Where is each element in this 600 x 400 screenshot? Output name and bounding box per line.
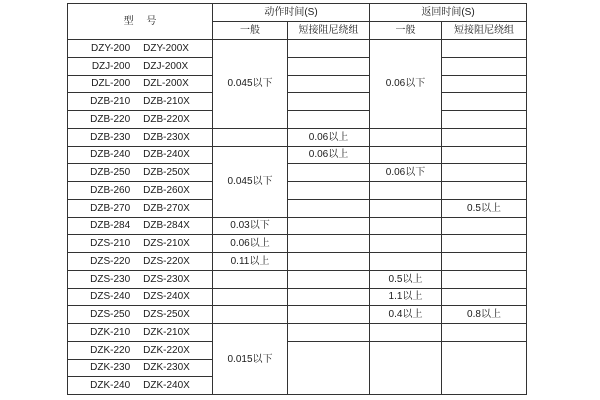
empty-cell [288,182,370,200]
model-name: DZS-220 [90,255,131,267]
model-cell [68,57,213,75]
model-name: DZB-240 [90,149,131,161]
empty-cell [442,40,527,58]
ret-general-cell: 0.5以上 [370,270,442,288]
ret-general-cell: 1.1以上 [370,288,442,306]
model-name-x: DZK-220X [143,344,190,356]
model-name: DZS-230 [90,273,131,285]
model-name-x: DZB-270X [143,202,190,214]
empty-cell [288,199,370,217]
empty-cell [288,57,370,75]
model-cell [68,75,213,93]
act-damped-cell: 0.06以上 [288,146,370,164]
header-action-time: 动作时间(S) [213,4,370,22]
table-row [68,324,527,342]
model-cell [68,306,213,324]
model-name: DZK-230 [90,362,131,374]
empty-cell [442,270,527,288]
model-name-x: DZK-210X [143,326,190,338]
model-name-x: DZB-210X [143,96,190,108]
model-name-x: DZB-230X [143,131,190,143]
model-name-x: DZB-260X [143,184,190,196]
empty-cell [213,288,288,306]
model-name: DZK-210 [90,326,131,338]
model-name-x: DZS-220X [143,255,190,267]
model-name: DZS-210 [90,238,131,250]
model-cell [68,341,213,359]
empty-cell [288,253,370,271]
empty-cell [213,306,288,324]
empty-cell [370,235,442,253]
model-name-x: DZB-284X [143,220,190,232]
empty-cell [442,324,527,342]
table-row [68,57,527,75]
ret-general-cell: 0.4以上 [370,306,442,324]
model-cell [68,182,213,200]
model-cell [68,270,213,288]
table-row [68,75,527,93]
model-cell [68,128,213,146]
empty-cell [442,217,527,235]
model-cell [68,235,213,253]
act-general-cell: 0.015以下 [213,324,288,395]
model-name-x: DZJ-200X [143,60,189,72]
model-name: DZB-260 [90,184,131,196]
model-name: DZB-250 [90,167,131,179]
model-name-x: DZS-250X [143,309,190,321]
empty-cell [288,164,370,182]
model-name-x: DZB-240X [143,149,190,161]
header-action-general: 一般 [213,22,288,40]
model-name: DZY-200 [91,42,131,54]
empty-cell [442,128,527,146]
ret-general-cell: 0.06以下 [370,40,442,129]
model-name: DZB-230 [90,131,131,143]
model-name: DZB-210 [90,96,131,108]
empty-cell [288,40,370,58]
model-name: DZJ-200 [91,60,131,72]
model-name: DZS-240 [90,291,131,303]
table-row [68,199,527,217]
table-row [68,164,527,182]
model-cell [68,40,213,58]
act-general-cell: 0.045以下 [213,40,288,129]
model-name: DZB-270 [90,202,131,214]
act-general-cell: 0.06以上 [213,235,288,253]
empty-cell [288,341,370,394]
model-name: DZB-220 [90,113,131,125]
header-model: 型 号 [68,4,213,40]
model-cell [68,253,213,271]
empty-cell [213,128,288,146]
act-general-cell: 0.03以下 [213,217,288,235]
empty-cell [288,217,370,235]
ret-damped-cell: 0.5以上 [442,199,527,217]
empty-cell [442,341,527,394]
empty-cell [370,146,442,164]
header-return-general: 一般 [370,22,442,40]
table-row [68,288,527,306]
model-cell [68,359,213,377]
empty-cell [370,217,442,235]
model-name-x: DZB-250X [143,167,190,179]
act-general-cell: 0.11以上 [213,253,288,271]
relay-spec-table [67,3,527,395]
empty-cell [288,270,370,288]
model-name-x: DZL-200X [143,78,189,90]
ret-damped-cell: 0.8以上 [442,306,527,324]
act-damped-cell: 0.06以上 [288,128,370,146]
table-row [68,253,527,271]
ret-general-cell: 0.06以下 [370,164,442,182]
table-row [68,93,527,111]
model-cell [68,288,213,306]
empty-cell [442,75,527,93]
model-name-x: DZS-230X [143,273,190,285]
empty-cell [442,57,527,75]
empty-cell [370,199,442,217]
model-cell [68,217,213,235]
empty-cell [288,235,370,253]
empty-cell [370,128,442,146]
table-row [68,40,527,58]
empty-cell [288,324,370,342]
model-name-x: DZS-240X [143,291,190,303]
model-cell [68,146,213,164]
empty-cell [442,253,527,271]
model-name-x: DZY-200X [143,42,189,54]
model-cell [68,111,213,129]
table-row [68,217,527,235]
model-name: DZL-200 [91,78,131,90]
model-name: DZB-284 [90,220,131,232]
table-row [68,128,527,146]
table-row [68,182,527,200]
empty-cell [442,164,527,182]
empty-cell [442,93,527,111]
table-row [68,306,527,324]
empty-cell [288,111,370,129]
table-row [68,146,527,164]
table-row [68,341,527,359]
table-row [68,270,527,288]
empty-cell [288,75,370,93]
empty-cell [442,146,527,164]
header-row-1 [68,4,527,22]
model-name: DZK-220 [90,344,131,356]
empty-cell [442,235,527,253]
empty-cell [213,270,288,288]
model-cell [68,377,213,395]
model-name-x: DZK-240X [143,380,190,392]
empty-cell [442,111,527,129]
table-row [68,111,527,129]
model-name-x: DZK-230X [143,362,190,374]
model-cell [68,199,213,217]
empty-cell [442,288,527,306]
model-name-x: DZS-210X [143,238,190,250]
model-name: DZK-240 [90,380,131,392]
model-name-x: DZB-220X [143,113,190,125]
model-cell [68,324,213,342]
empty-cell [442,182,527,200]
table-row [68,235,527,253]
empty-cell [370,253,442,271]
model-name: DZS-250 [90,309,131,321]
header-action-damped: 短接阻尼绕组 [288,22,370,40]
empty-cell [288,93,370,111]
empty-cell [370,324,442,342]
empty-cell [288,306,370,324]
header-return-damped: 短接阻尼绕组 [442,22,527,40]
model-cell [68,93,213,111]
header-return-time: 返回时间(S) [370,4,527,22]
empty-cell [288,288,370,306]
empty-cell [370,182,442,200]
model-cell [68,164,213,182]
empty-cell [370,341,442,394]
act-general-cell: 0.045以下 [213,146,288,217]
